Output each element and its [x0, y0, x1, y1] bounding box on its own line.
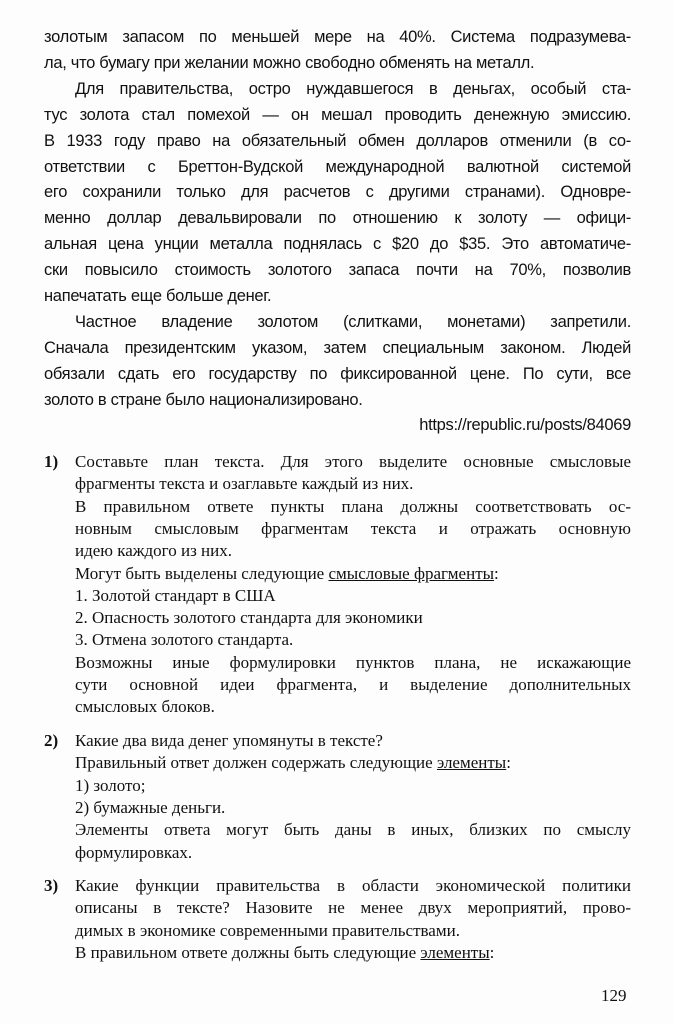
text-line: напечатать еще больше денег.	[44, 287, 272, 305]
line-text: Какие функции правительства в области экономической политики	[75, 876, 631, 895]
text-line: Сначала президентским указом, затем специальным законом. Людей	[44, 338, 631, 357]
answer-line	[75, 897, 631, 921]
text-line: его сохранили только для расчетов с другими странами). Одновре-	[44, 183, 631, 202]
text-line: Для правительства, остро нуждавшегося в деньгах, особый ста-	[75, 79, 631, 98]
answer-line	[75, 451, 631, 475]
line-text: 2) бумажные деньги.	[75, 797, 226, 817]
answer-line	[75, 797, 631, 819]
line-text: новным смысловым фрагментам текста и отражать основную	[75, 518, 631, 538]
text-line: ла, что бумагу при желании можно свободно обменять на металл.	[44, 53, 535, 72]
text-line: менно доллар девальвировали по отношению к золоту — офици-	[44, 209, 631, 228]
line-text: формулировках.	[75, 842, 193, 862]
line-text: смысловых блоков.	[75, 697, 215, 717]
line-text: Элементы ответа могут быть даны в иных, близких по смыслу	[75, 820, 631, 840]
text-line: золото в стране было национализировано.	[44, 390, 363, 409]
answer-line	[75, 518, 631, 542]
line-text: Возможны иные формулировки пунктов плана, не искажающие	[75, 652, 631, 672]
line-text: В правильном ответе должны быть следующие	[75, 942, 421, 962]
answer-line	[75, 942, 631, 964]
text-line: альная цена унции металла поднялась с $20 до $35. Это автоматиче-	[44, 235, 631, 254]
answer-line	[75, 629, 631, 651]
answer-line	[75, 875, 631, 899]
text-line: золотым запасом по меньшей мере на 40%. Система подразумева-	[44, 28, 631, 46]
question-number: 1)	[44, 452, 59, 471]
page-number: 129	[601, 986, 627, 1005]
answer-line	[75, 752, 631, 774]
underlined-term: элементы	[436, 753, 507, 773]
text-line: обязали сдать его государству по фиксированной цене. По сути, все	[44, 364, 631, 383]
answer-line	[75, 775, 631, 797]
answer-line	[75, 585, 631, 607]
line-text: 3. Отмена золотого стандарта.	[75, 630, 294, 650]
text-line: ски повысило стоимость золотого запаса почти на 70%, позволив	[44, 261, 631, 280]
line-text: 1) золото;	[75, 775, 146, 795]
line-text: сути основной идеи фрагмента, и выделение дополнительных	[75, 675, 631, 694]
answer-line	[75, 674, 631, 698]
answer-line	[75, 819, 631, 843]
line-punctuation: :	[506, 753, 511, 773]
source-url: https://republic.ru/posts/84069	[419, 416, 631, 434]
answer-line	[75, 607, 631, 629]
question-number: 3)	[44, 876, 59, 895]
line-text: идею каждого из них.	[75, 541, 232, 561]
line-text: 1. Золотой стандарт в США	[75, 585, 276, 605]
line-text: димых в экономике современными правительствами.	[75, 920, 460, 940]
text-line: Частное владение золотом (слитками, монетами) запретили.	[75, 312, 631, 331]
answer-line	[75, 696, 631, 718]
answer-line	[75, 496, 631, 520]
line-text: Составьте план текста. Для этого выделите основные смысловые	[75, 452, 631, 471]
text-line: ответствии с Бреттон-Вудской международной валютной системой	[44, 157, 631, 176]
answer-line	[75, 842, 631, 864]
line-punctuation: :	[494, 563, 499, 583]
text-line: тус золота стал помехой — он мешал проводить денежную эмиссию.	[44, 105, 631, 124]
line-text: Какие два вида денег упомянуты в тексте?	[75, 731, 383, 750]
answer-line	[75, 652, 631, 676]
line-punctuation: :	[489, 942, 495, 962]
answer-line	[75, 730, 631, 752]
line-text: Могут быть выделены следующие	[75, 563, 329, 583]
underlined-term: смысловые фрагменты	[328, 563, 495, 583]
line-text: 2. Опасность золотого стандарта для экономики	[75, 608, 423, 628]
answer-line	[75, 540, 631, 562]
question-number: 2)	[44, 731, 59, 750]
text-line: В 1933 году право на обязательный обмен долларов отменили (в со-	[44, 131, 631, 150]
line-text: описаны в тексте? Назовите не менее двух мероприятий, прово-	[75, 898, 631, 918]
underlined-term: элементы	[420, 942, 490, 962]
line-text: В правильном ответе пункты плана должны соответствовать ос-	[75, 496, 631, 516]
answer-line	[75, 473, 631, 495]
line-text: фрагменты текста и озаглавьте каждый из них.	[75, 474, 414, 494]
answer-line	[75, 920, 631, 942]
line-text: Правильный ответ должен содержать следующие	[75, 753, 437, 773]
answer-line	[75, 563, 631, 585]
